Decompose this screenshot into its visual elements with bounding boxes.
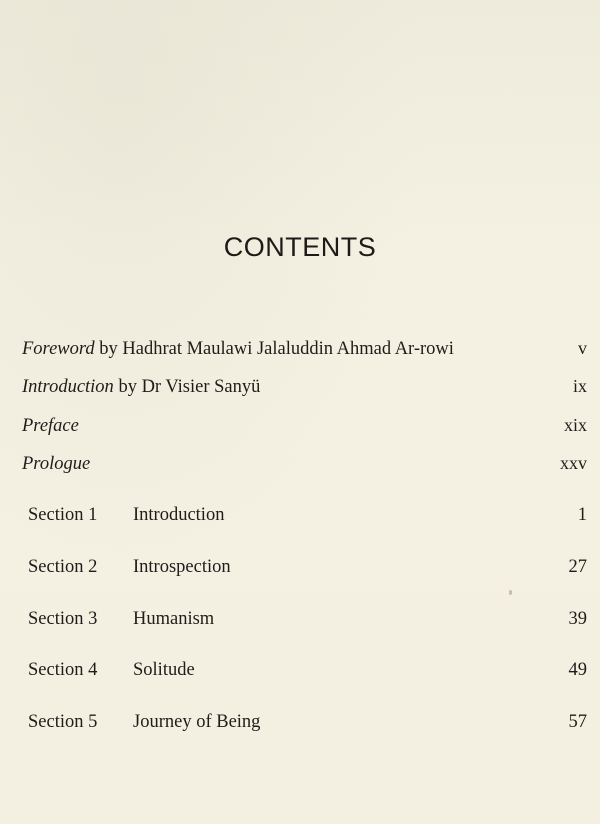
section-title: Solitude [133,660,195,680]
section-title: Introspection [133,557,231,577]
entry-text [22,339,454,360]
section-label: Section 4 [28,660,98,680]
contents-heading: CONTENTS [223,232,377,262]
section-title: Journey of Being [133,712,261,732]
entry-text [22,416,79,437]
section-label: Section 3 [28,609,98,629]
entry-page-number: xxv [560,453,587,473]
section-page-number: 1 [577,505,587,525]
section-label: Section 5 [28,712,98,732]
entry-byline: by Hadhrat Maulawi Jalaluddin Ahmad Ar-rowi [94,339,454,359]
section-title: Introduction [133,505,225,525]
toc-entry-section-4[interactable] [28,660,587,686]
paper-speck [509,590,512,595]
entry-text [22,377,260,398]
section-title: Humanism [133,609,215,629]
entry-byline: by Dr Visier Sanyü [113,377,261,397]
toc-entry-foreword[interactable] [22,338,587,364]
entry-title: Introduction [22,377,114,397]
entry-title: Prologue [22,454,91,474]
section-label: Section 1 [28,505,98,525]
toc-entry-preface[interactable] [22,415,587,441]
entry-title: Preface [22,416,79,436]
section-label: Section 2 [28,557,98,577]
toc-entry-section-1[interactable] [28,505,587,531]
toc-entry-section-3[interactable] [28,609,587,635]
entry-text [22,454,90,475]
entry-page-number: xix [563,415,587,435]
toc-entry-prologue[interactable] [22,453,587,479]
entry-title: Foreword [22,339,95,359]
toc-entry-section-2[interactable] [28,557,587,583]
entry-page-number: ix [572,376,587,396]
section-page-number: 57 [568,712,587,732]
entry-page-number: v [578,338,587,358]
section-page-number: 49 [568,660,587,680]
section-page-number: 27 [568,557,587,577]
section-page-number: 39 [568,609,587,629]
toc-entry-introduction[interactable] [22,376,587,402]
toc-entry-section-5[interactable] [28,712,587,738]
